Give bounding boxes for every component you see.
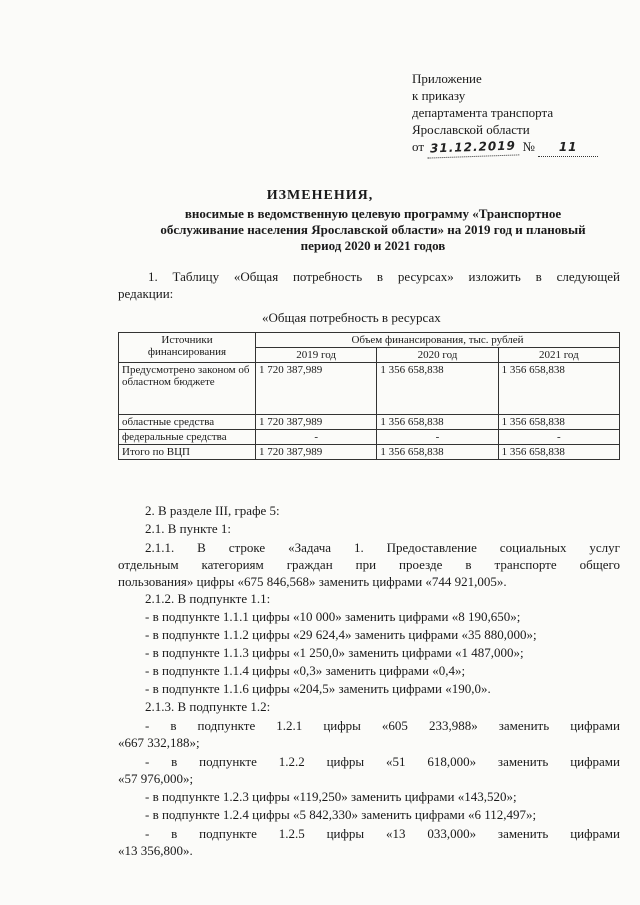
list-item (118, 753, 620, 787)
row-label: Предусмотрено законом об областном бюджете (119, 363, 256, 415)
order-number: 11 (538, 139, 598, 157)
list-item: - в подпункте 1.1.3 цифры «1 250,0» заменить цифрами «1 487,000»; (145, 645, 524, 660)
paragraph-line: «13 356,800». (118, 843, 193, 858)
list-item (118, 825, 620, 859)
header-year: 2020 год (377, 348, 498, 363)
paragraph-line: пользования» цифры «675 846,568» заменить цифрами «744 921,005». (118, 574, 507, 589)
list-item: - в подпункте 1.1.4 цифры «0,3» заменить цифрами «0,4»; (145, 663, 466, 678)
value-cell: 1 356 658,838 (377, 445, 498, 460)
row-label: федеральные средства (119, 430, 256, 445)
table-row (119, 445, 620, 460)
header-year: 2019 год (256, 348, 377, 363)
paragraph-line: «667 332,188»; (118, 735, 200, 750)
value-cell: 1 356 658,838 (498, 363, 619, 415)
value-cell: 1 356 658,838 (498, 445, 619, 460)
row-label: областные средства (119, 415, 256, 430)
paragraph-2-1-2: 2.1.2. В подпункте 1.1: (145, 591, 271, 606)
order-date-line (412, 138, 598, 157)
value-cell: 1 356 658,838 (377, 415, 498, 430)
subtitle-line: период 2020 и 2021 годов (300, 238, 446, 253)
paragraph-line: - в подпункте 1.2.1 цифры «605 233,988» заменить цифрами (145, 718, 620, 733)
table-row (119, 363, 620, 415)
appendix-block (412, 70, 598, 157)
subtitle-line: обслуживание населения Ярославской области» на 2019 год и плановый (160, 222, 586, 237)
list-item: - в подпункте 1.1.6 цифры «204,5» заменить цифрами «190,0». (145, 681, 491, 696)
document-subtitle (118, 206, 628, 254)
paragraph-2-1-3: 2.1.3. В подпункте 1.2: (145, 699, 271, 714)
paragraph-1 (118, 268, 620, 302)
header-source: Источники финансирования (119, 333, 256, 363)
list-item: - в подпункте 1.1.2 цифры «29 624,4» заменить цифрами «35 880,000»; (145, 627, 537, 642)
value-cell: 1 356 658,838 (377, 363, 498, 415)
value-cell: 1 720 387,989 (256, 445, 377, 460)
value-cell: 1 720 387,989 (256, 415, 377, 430)
header-year: 2021 год (498, 348, 619, 363)
paragraph-line: «57 976,000»; (118, 771, 194, 786)
row-label: Итого по ВЦП (119, 445, 256, 460)
order-date: 31.12.2019 (427, 137, 520, 158)
list-item: - в подпункте 1.2.3 цифры «119,250» заменить цифрами «143,520»; (145, 789, 517, 804)
paragraph-line: отдельным категориям граждан при проезде в транспорте общего (118, 557, 620, 572)
document-title: ИЗМЕНЕНИЯ, (266, 188, 374, 203)
paragraph-line: - в подпункте 1.2.2 цифры «51 618,000» заменить цифрами (145, 754, 620, 769)
paragraph-line: редакции: (118, 286, 174, 301)
value-cell: - (256, 430, 377, 445)
paragraph-2-1-1 (118, 539, 620, 590)
from-label: от (412, 139, 425, 154)
value-cell: - (498, 430, 619, 445)
header-volume: Объем финансирования, тыс. рублей (256, 333, 620, 348)
paragraph-2: 2. В разделе III, графе 5: (145, 503, 280, 518)
number-label: № (522, 139, 535, 154)
paragraph-line: - в подпункте 1.2.5 цифры «13 033,000» заменить цифрами (145, 826, 620, 841)
table-caption: «Общая потребность в ресурсах (262, 310, 441, 325)
paragraph-line: 2.1.1. В строке «Задача 1. Предоставление социальных услуг (145, 540, 620, 555)
list-item: - в подпункте 1.1.1 цифры «10 000» заменить цифрами «8 190,650»; (145, 609, 521, 624)
appendix-line: Приложение (412, 71, 482, 86)
subtitle-line: вносимые в ведомственную целевую программу «Транспортное (184, 206, 562, 221)
resources-table (118, 332, 620, 460)
list-item (118, 717, 620, 751)
table-row (119, 415, 620, 430)
list-item: - в подпункте 1.2.4 цифры «5 842,330» заменить цифрами «6 112,497»; (145, 807, 537, 822)
appendix-line: к приказу (412, 88, 466, 103)
value-cell: 1 720 387,989 (256, 363, 377, 415)
appendix-line: департамента транспорта (412, 105, 554, 120)
paragraph-line: 1. Таблицу «Общая потребность в ресурсах» изложить в следующей (148, 269, 620, 284)
paragraph-2-1: 2.1. В пункте 1: (145, 521, 232, 536)
table-row (119, 430, 620, 445)
value-cell: 1 356 658,838 (498, 415, 619, 430)
appendix-line: Ярославской области (412, 122, 530, 137)
value-cell: - (377, 430, 498, 445)
